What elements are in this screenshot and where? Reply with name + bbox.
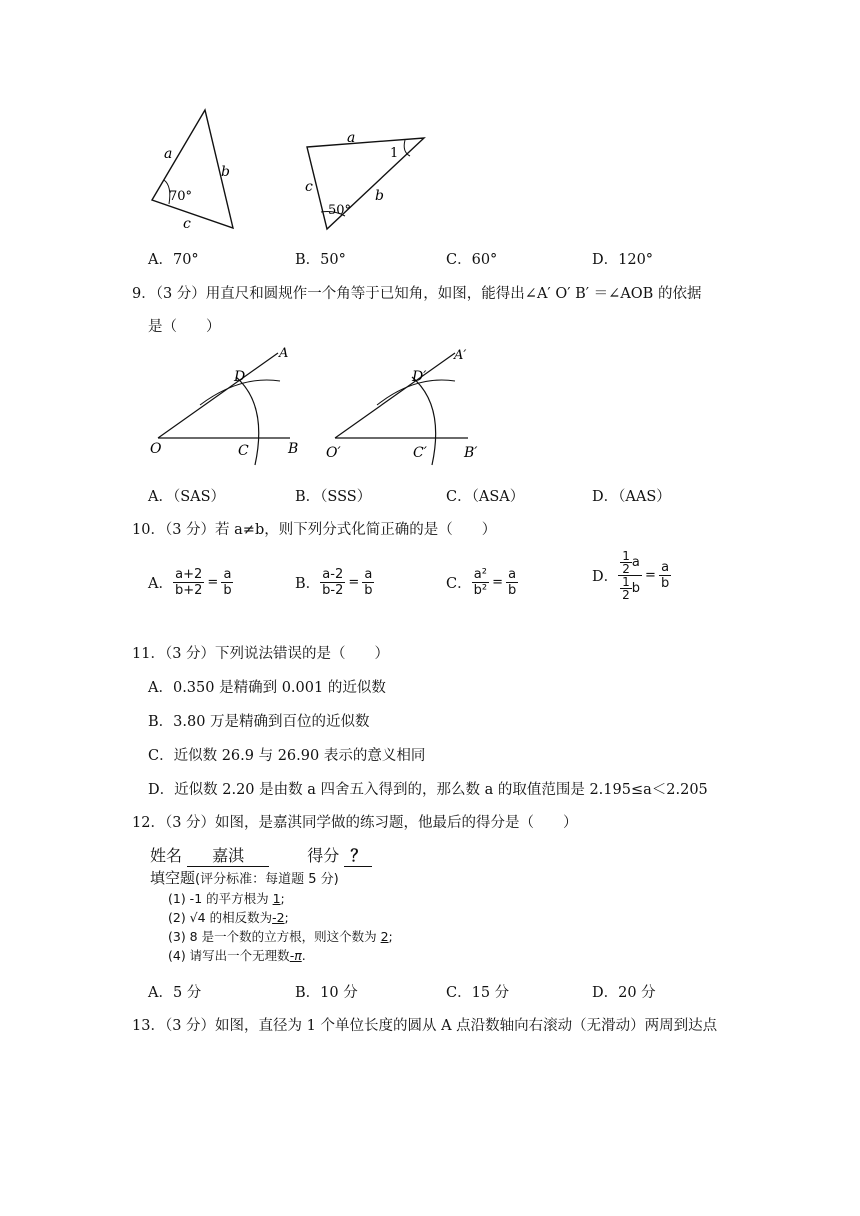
q9-label-A-prime: A′	[454, 348, 467, 363]
q12-score-value: ？	[344, 843, 372, 867]
q10-a-denominator: b+2	[174, 583, 203, 598]
q11-option-d: D．近似数 2.20 是由数 a 四舍五入得到的，那么数 a 的取值范围是 2.195≤a＜2.205	[148, 782, 708, 798]
q12-student-name: 嘉淇	[187, 843, 269, 867]
q12-item-3	[168, 927, 393, 946]
q8-option-d: D．120°	[592, 252, 654, 268]
q12-item-4-text: (4) 请写出一个无理数	[168, 948, 290, 963]
q12-name-label: 姓名	[150, 846, 183, 865]
q9-option-a: A．（SAS）	[148, 489, 226, 505]
q12-item-1-tail: ;	[280, 891, 285, 906]
q10-c-numerator: a²	[473, 567, 487, 582]
q8-label-a-right: a	[347, 130, 356, 146]
q10-option-d: D． $\frac{1}{2}$ a $\frac{1}{2}$ b = $\frac{a}{b}$	[592, 549, 670, 602]
q9-label-B-prime: B′	[464, 445, 478, 461]
q10-option-b: B． $\frac{a-2}{b-2}$ = $\frac{a}{b}$	[295, 567, 373, 598]
q12-stem: 12．（3 分）如图，是嘉淇同学做的练习题，他最后的得分是（ ）	[132, 815, 578, 831]
q8-angle-arc-1	[404, 140, 410, 156]
q13-stem: 13．（3 分）如图，直径为 1 个单位长度的圆从 A 点沿数轴向右滚动（无滑动）两周到达点	[132, 1018, 718, 1034]
q12-criteria: (评分标准：每道题 5 分)	[195, 872, 339, 887]
q12-option-b: B．10 分	[295, 985, 358, 1001]
q10-b-result-denominator: b	[364, 583, 373, 598]
q10-stem: 10．（3 分）若 a≠b，则下列分式化简正确的是（ ）	[132, 522, 497, 538]
q10-option-b-label: B．	[295, 576, 321, 592]
q10-d-inner-denominator-2: 2	[622, 562, 630, 576]
q10-d-result-numerator: a	[661, 560, 670, 575]
q10-d-denominator-var: b	[631, 580, 641, 596]
q11-option-c: C．近似数 26.9 与 26.90 表示的意义相同	[148, 748, 426, 764]
q10-d-inner-numerator-1b: 1	[622, 575, 630, 589]
q8-label-c-right: c	[305, 179, 313, 195]
q8-label-b-right: b	[375, 188, 384, 204]
q10-option-a-label: A．	[148, 576, 173, 592]
q10-c-result-numerator: a	[508, 567, 517, 582]
q8-label-70: 70°	[169, 189, 193, 204]
q9-option-c: C．（ASA）	[446, 489, 525, 505]
q12-item-2-answer: -2	[272, 910, 285, 925]
q11-option-b: B．3.80 万是精确到百位的近似数	[148, 714, 370, 730]
q9-label-A: A	[279, 346, 289, 361]
q8-label-1: 1	[390, 146, 399, 161]
q8-triangle-right	[307, 138, 424, 229]
q10-d-result-denominator: b	[660, 576, 670, 591]
q10-b-denominator: b-2	[322, 583, 344, 598]
q12-option-a: A．5 分	[148, 985, 202, 1001]
q12-option-c: C．15 分	[446, 985, 510, 1001]
q10-option-d-label: D．	[592, 569, 619, 585]
q9-label-O: O	[150, 441, 162, 457]
q12-item-2-text: (2) √4 的相反数为	[168, 910, 273, 925]
q12-item-1	[168, 889, 393, 908]
q9-label-O-prime: O′	[326, 445, 341, 461]
q10-d-numerator-var: a	[631, 554, 640, 570]
q9-label-C: C	[238, 443, 249, 459]
q11-stem: 11．（3 分）下列说法错误的是（ ）	[132, 646, 390, 662]
q12-item-3-text: (3) 8 是一个数的立方根，则这个数为	[168, 929, 381, 944]
q9-label-D-prime: D′	[412, 369, 427, 385]
q9-option-b: B．（SSS）	[295, 489, 372, 505]
q8-label-a-left: a	[164, 146, 173, 162]
q12-item-3-answer: 2	[380, 929, 389, 944]
q12-item-4-tail: .	[301, 948, 306, 963]
q10-a-numerator: a+2	[175, 567, 203, 582]
q8-triangles-figure	[140, 100, 450, 235]
q8-option-a: A．70°	[148, 252, 199, 268]
q8-option-b: B．50°	[295, 252, 346, 268]
q9-option-d: D．（AAS）	[592, 489, 671, 505]
q10-option-c-label: C．	[446, 576, 472, 592]
q12-card-heading	[150, 867, 339, 888]
q12-item-2	[168, 908, 393, 927]
q10-option-c: C． $\frac{\text{a²}}{\text{b²}}$ = $\frac{a}{b}$	[446, 567, 517, 598]
q12-item-2-tail: ;	[284, 910, 289, 925]
q9-construction-figure	[140, 345, 500, 470]
q12-item-4-answer: -π	[289, 948, 302, 963]
q12-option-d: D．20 分	[592, 985, 656, 1001]
q9-label-C-prime: C′	[413, 445, 427, 461]
q10-d-inner-denominator-2b: 2	[622, 588, 630, 602]
q12-item-4	[168, 946, 393, 965]
q12-card-header	[150, 843, 372, 867]
q9-label-D: D	[234, 369, 246, 385]
q10-b-result-numerator: a	[364, 567, 373, 582]
q11-option-a: A．0.350 是精确到 0.001 的近似数	[148, 680, 386, 696]
q12-heading: 填空题	[150, 869, 196, 887]
q10-c-denominator: b²	[473, 583, 488, 598]
q10-a-result-denominator: b	[223, 583, 232, 598]
q10-c-result-denominator: b	[507, 583, 517, 598]
q8-label-c-left: c	[183, 216, 191, 232]
q12-item-1-text: (1) -1 的平方根为	[168, 891, 273, 906]
q12-card-items	[168, 889, 393, 965]
q9-label-B: B	[288, 441, 299, 457]
q8-label-50: 50°	[328, 203, 352, 218]
q8-label-b-left: b	[221, 164, 230, 180]
q12-item-3-tail: ;	[388, 929, 393, 944]
q10-option-a: A． $\frac{a+2}{b+2}$ = $\frac{a}{b}$	[148, 567, 232, 598]
q10-a-result-numerator: a	[223, 567, 232, 582]
q12-exercise-card	[150, 843, 480, 968]
q12-item-1-answer: 1	[272, 891, 281, 906]
q9-stem-line1: 9．（3 分）用直尺和圆规作一个角等于已知角，如图，能得出∠A′ O′ B′ ＝∠AOB 的依据	[132, 286, 702, 302]
q10-d-inner-numerator-1: 1	[622, 549, 630, 563]
q8-option-c: C．60°	[446, 252, 498, 268]
q9-stem-line2: 是（ ）	[148, 319, 221, 335]
q10-b-numerator: a-2	[322, 567, 344, 582]
q12-score-label: 得分	[307, 846, 340, 865]
